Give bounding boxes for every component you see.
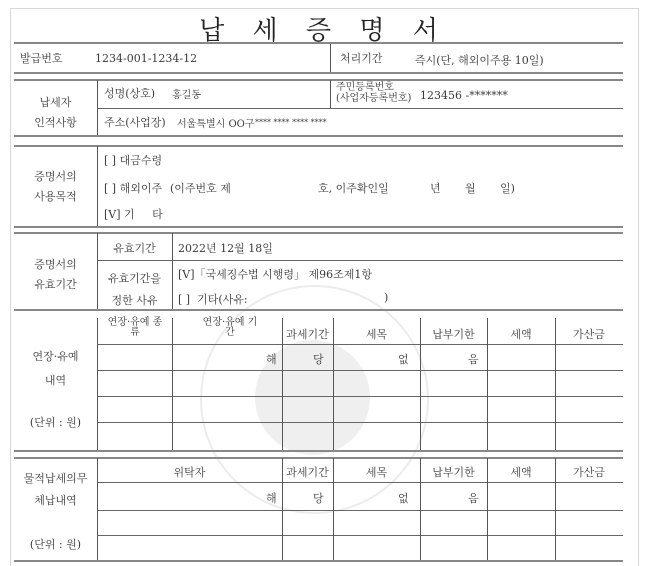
valid-period-value: 2022년 12월 18일 bbox=[178, 242, 273, 255]
document-title: 납 세 증 명 서 bbox=[199, 16, 448, 46]
none-char: 음 bbox=[468, 492, 479, 505]
none-char: 해 bbox=[266, 492, 277, 505]
reason-label-2: 정한 사유 bbox=[111, 294, 158, 307]
name-label: 성명(상호) bbox=[104, 87, 156, 100]
col-tax-amount: 세액 bbox=[510, 466, 532, 479]
col-deferral-period: 연장·유예 기간 bbox=[202, 317, 258, 338]
col-due-date: 납부기한 bbox=[432, 328, 475, 341]
valid-period-label: 유효기간 bbox=[113, 242, 156, 255]
none-char: 음 bbox=[468, 353, 479, 366]
emigration-number-label: (이주번호 제 bbox=[170, 182, 231, 195]
col-tax-item: 세목 bbox=[365, 466, 388, 479]
reason-label-1: 유효기간을 bbox=[107, 272, 162, 285]
col-tax-period: 과세기간 bbox=[286, 328, 329, 341]
purpose-option-emigration: [ ] 해외이주 bbox=[104, 182, 163, 195]
col-tax-period: 과세기간 bbox=[286, 466, 329, 479]
id-label-1: 주민등록번호 bbox=[336, 82, 394, 93]
taxpayer-label-2: 인적사항 bbox=[34, 116, 77, 129]
reason-other: [ ] 기타(사유: bbox=[178, 293, 248, 306]
secondary-unit: (단위 : 원) bbox=[29, 538, 82, 551]
col-deferral-type: 연장·유예 종류 bbox=[107, 317, 163, 338]
col-tax-amount: 세액 bbox=[510, 328, 532, 341]
purpose-label-2: 사용목적 bbox=[34, 190, 77, 203]
deferral-label-2: 내역 bbox=[44, 374, 67, 387]
purpose-label-1: 증명서의 bbox=[34, 170, 77, 183]
processing-period-value: 즉시(단, 해외이주용 10일) bbox=[415, 54, 544, 67]
none-char: 없 bbox=[398, 492, 409, 505]
day-label: 일) bbox=[500, 182, 515, 195]
year-label: 년 bbox=[430, 182, 441, 195]
col-due-date: 납부기한 bbox=[432, 466, 475, 479]
reason-other-close: ) bbox=[384, 291, 389, 304]
name-value: 홍길동 bbox=[172, 90, 201, 101]
col-tax-item: 세목 bbox=[365, 328, 388, 341]
purpose-option-payment: [ ] 대금수령 bbox=[104, 154, 163, 167]
address-masked: **** **** **** **** bbox=[255, 118, 327, 127]
id-value: 123456 -******* bbox=[420, 89, 508, 102]
secondary-label-1: 물적납세의무 bbox=[23, 472, 88, 485]
issue-number-value: 1234-001-1234-12 bbox=[95, 52, 198, 65]
taxpayer-label-1: 납세자 bbox=[39, 96, 72, 109]
none-char: 당 bbox=[313, 492, 324, 505]
validity-label-2: 유효기간 bbox=[34, 278, 77, 291]
none-char: 없 bbox=[398, 353, 409, 366]
reason-statute: [V]「국세징수법 시행령」 제96조제1항 bbox=[178, 268, 373, 281]
col-trustor: 위탁자 bbox=[173, 466, 206, 479]
secondary-label-2: 체납내역 bbox=[34, 494, 77, 507]
month-label: 월 bbox=[465, 182, 476, 195]
id-label-2: (사업자등록번호) bbox=[336, 93, 412, 104]
deferral-label-1: 연장·유예 bbox=[32, 350, 79, 363]
deferral-unit: (단위 : 원) bbox=[29, 416, 82, 429]
issue-number-label: 발급번호 bbox=[20, 52, 63, 65]
col-surcharge: 가산금 bbox=[573, 328, 605, 341]
none-char: 당 bbox=[313, 353, 324, 366]
none-char: 해 bbox=[266, 353, 277, 366]
validity-label-1: 증명서의 bbox=[34, 258, 77, 271]
address-label: 주소(사업장) bbox=[104, 116, 166, 129]
purpose-option-other: [V] 기 타 bbox=[104, 208, 163, 221]
emigration-date-label: 호, 이주확인일 bbox=[318, 182, 389, 195]
processing-period-label: 처리기간 bbox=[340, 52, 383, 65]
col-surcharge: 가산금 bbox=[573, 466, 605, 479]
address-value: 서울특별시 OO구 bbox=[177, 119, 255, 130]
